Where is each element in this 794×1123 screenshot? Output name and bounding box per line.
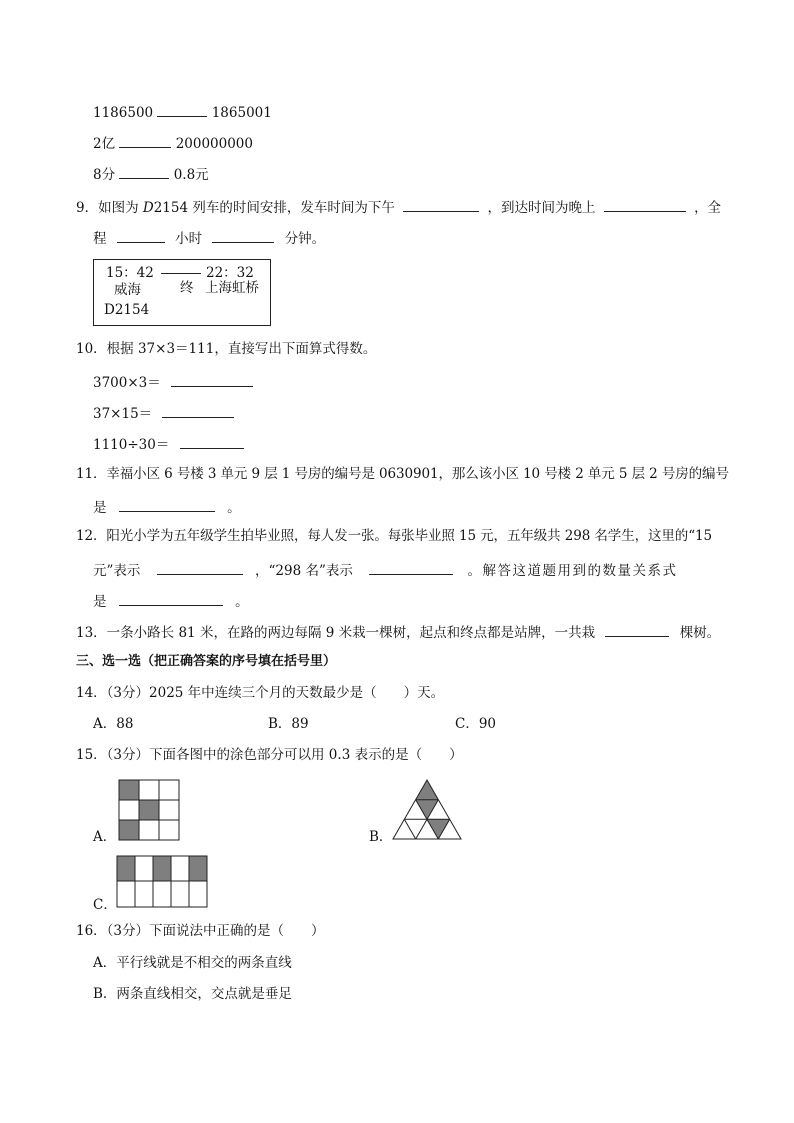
q15-option-b-label[interactable]: B．: [369, 829, 393, 845]
answer-blank[interactable]: [604, 199, 686, 212]
answer-blank[interactable]: [162, 405, 234, 418]
q15-figure-a-grid: [118, 779, 180, 841]
arrive-station: 上海虹桥: [205, 280, 259, 296]
q9-text: ，到达时间为晚上: [487, 200, 596, 216]
q9-text: 分钟。: [284, 231, 326, 247]
question-14-stem: 14．（3分）2025 年中连续三个月的天数最少是（ ）天。: [76, 685, 445, 701]
question-9-line-1: [76, 199, 721, 216]
q12-text: 元”表示: [93, 563, 141, 579]
q15-option-c-label[interactable]: C．: [93, 897, 117, 913]
question-12-line-1: 12．阳光小学为五年级学生拍毕业照，每人发一张。每张毕业照 15 元，五年级共 298 名学生，这里的“15: [76, 528, 712, 544]
compare-row-1: [93, 104, 272, 121]
q10-expression: 1110÷30＝: [93, 437, 170, 453]
answer-blank[interactable]: [157, 562, 243, 575]
answer-blank[interactable]: [171, 374, 253, 387]
question-11-line-1: 11．幸福小区 6 号楼 3 单元 9 层 1 号房的编号是 0630901，那么该小区 10 号楼 2 单元 5 层 2 号房的编号: [76, 466, 729, 482]
depart-time: 15：42: [106, 265, 154, 281]
answer-blank[interactable]: [119, 593, 223, 606]
compare-row-2: [93, 135, 253, 152]
compare-right: 200000000: [175, 136, 253, 152]
q12-text: 。解答这道题用到的数量关系式: [467, 563, 678, 579]
compare-row-3: [93, 166, 209, 183]
compare-left: 8分: [93, 167, 116, 183]
question-16-stem: 16．（3分）下面说法中正确的是（ ）: [76, 923, 325, 939]
q14-option-a[interactable]: A．88: [93, 716, 134, 732]
q12-text: 。: [235, 594, 249, 610]
arrive-time: 22：32: [206, 265, 254, 281]
q9-text: 2154 列车的时间安排，发车时间为下午: [153, 200, 395, 216]
answer-blank[interactable]: [119, 499, 215, 512]
q15-figure-b-triangle: [392, 779, 462, 841]
q13-text: 13．一条小路长 81 米，在路的两边每隔 9 米栽一棵树，起点和终点都是站牌，一共栽: [76, 625, 596, 641]
section-3-heading: 三、选一选（把正确答案的序号填在括号里）: [76, 654, 337, 669]
q16-option-a[interactable]: A．平行线就是不相交的两条直线: [93, 955, 292, 971]
q14-option-c[interactable]: C．90: [455, 716, 497, 732]
q16-option-b[interactable]: B．两条直线相交，交点就是垂足: [93, 986, 292, 1002]
train-timetable-box: [93, 259, 271, 326]
question-15-stem: 15．（3分）下面各图中的涂色部分可以用 0.3 表示的是（ ）: [76, 747, 463, 763]
compare-right: 0.8元: [173, 167, 209, 183]
q12-text: 是: [93, 594, 107, 610]
question-10-title: 10．根据 37×3＝111，直接写出下面算式得数。: [76, 341, 377, 357]
answer-blank[interactable]: [119, 135, 171, 148]
q10-item-3: [93, 436, 244, 453]
train-number: D2154: [104, 302, 150, 318]
q9-text: 小时: [175, 231, 203, 247]
q12-text: ，“298 名”表示: [255, 563, 353, 579]
route-line: [161, 273, 201, 274]
question-13: [76, 624, 720, 641]
q10-expression: 3700×3＝: [93, 375, 161, 391]
q10-item-1: [93, 374, 253, 391]
compare-right: 1865001: [211, 105, 272, 121]
depart-station: 威海: [114, 282, 141, 298]
q13-text: 棵树。: [679, 625, 721, 641]
terminal-label: 终: [180, 280, 194, 296]
q10-expression: 37×15＝: [93, 406, 153, 422]
compare-left: 1186500: [93, 105, 154, 121]
question-12-line-3: [93, 593, 249, 610]
compare-left: 2亿: [93, 136, 116, 152]
answer-blank[interactable]: [369, 562, 453, 575]
answer-blank[interactable]: [403, 199, 479, 212]
q11-text: 是: [93, 500, 107, 516]
answer-blank[interactable]: [180, 436, 244, 449]
q14-option-b[interactable]: B．89: [268, 716, 309, 732]
answer-blank[interactable]: [117, 230, 165, 243]
answer-blank[interactable]: [605, 624, 669, 637]
q9-text: 9．如图为: [76, 200, 139, 216]
q11-text: 。: [227, 500, 241, 516]
q15-figure-c-strip: [116, 855, 209, 908]
answer-blank[interactable]: [212, 230, 274, 243]
answer-blank[interactable]: [157, 104, 207, 117]
question-12-line-2: [93, 562, 677, 579]
q10-item-2: [93, 405, 234, 422]
q9-text: ，全: [694, 200, 722, 216]
q9-text: 程: [93, 231, 107, 247]
q15-option-a-label[interactable]: A．: [93, 829, 117, 845]
q9-train-letter: D: [142, 200, 154, 216]
question-11-line-2: [93, 499, 241, 516]
question-9-line-2: [93, 230, 325, 247]
answer-blank[interactable]: [119, 166, 169, 179]
